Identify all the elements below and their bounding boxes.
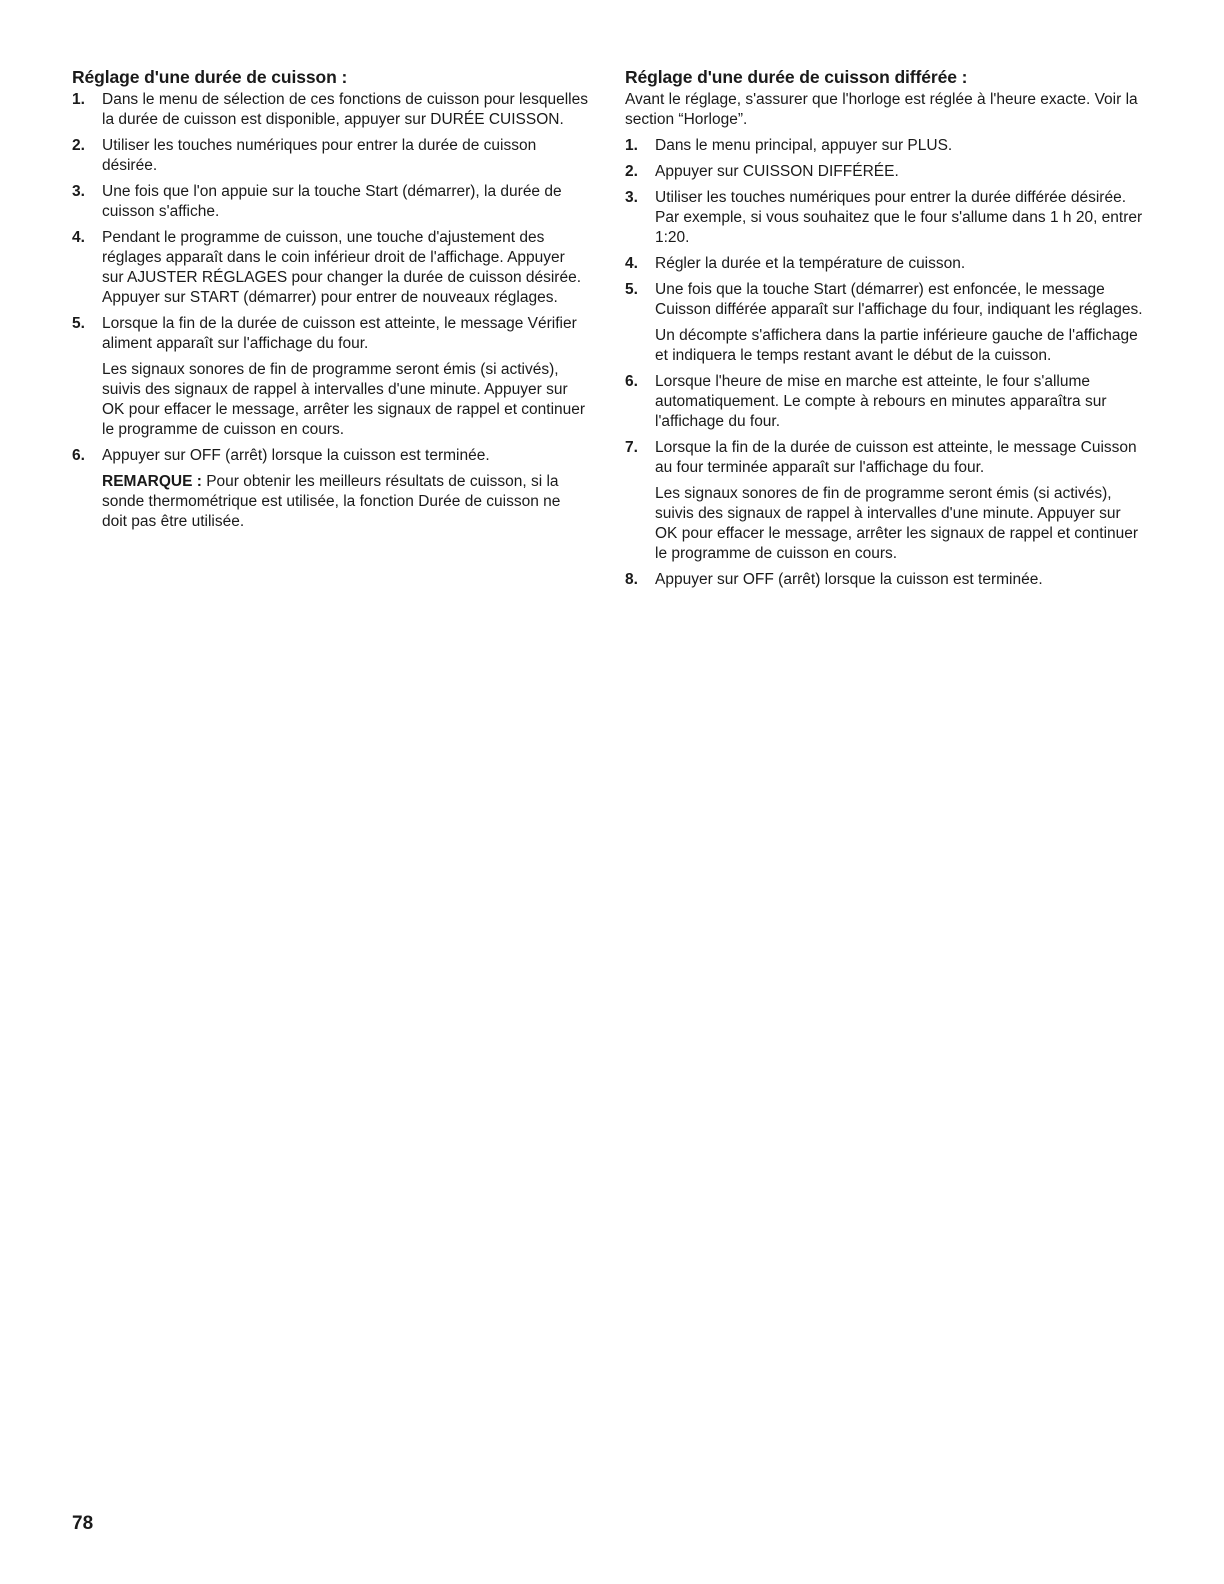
step-number: 6.: [625, 373, 638, 390]
list-item: [72, 446, 588, 532]
list-item: [625, 136, 1145, 156]
remark-label: REMARQUE :: [102, 473, 202, 490]
step-text: Lorsque l'heure de mise en marche est atteinte, le four s'allume automatiquement. Le compte à rebours en minutes apparaîtra sur l'affichage du four.: [655, 373, 1107, 430]
delayed-cook-steps: [625, 136, 1145, 590]
step-number: 3.: [72, 183, 85, 200]
step-text: Utiliser les touches numériques pour entrer la durée de cuisson désirée.: [102, 137, 537, 174]
step-subparagraph: Un décompte s'affichera dans la partie inférieure gauche de l'affichage et indiquera le temps restant avant le début de la cuisson.: [655, 327, 1138, 364]
step-number: 7.: [625, 439, 638, 456]
step-text: Appuyer sur OFF (arrêt) lorsque la cuisson est terminée.: [655, 571, 1043, 588]
step-number: 3.: [625, 189, 638, 206]
step-number: 2.: [625, 163, 638, 180]
list-item: [72, 90, 588, 130]
list-item: [625, 188, 1145, 248]
step-number: 4.: [72, 229, 85, 246]
section-heading-delayed-cook-time: Réglage d'une durée de cuisson différée :: [625, 67, 968, 87]
step-text: Régler la durée et la température de cuisson.: [655, 255, 966, 272]
step-text: Dans le menu de sélection de ces fonctions de cuisson pour lesquelles la durée de cuisson est disponible, appuyer sur DURÉE CUISSON.: [102, 91, 588, 128]
step-subparagraph: Les signaux sonores de fin de programme seront émis (si activés), suivis des signaux de rappel à intervalles d'une minute. Appuyer sur OK pour effacer le message, arrêter les signaux de rappel et continuer le programme de cuisson en cours.: [655, 485, 1139, 562]
step-subparagraph: Les signaux sonores de fin de programme seront émis (si activés), suivis des signaux de rappel à intervalles d'une minute. Appuyer sur OK pour effacer le message, arrêter les signaux de rappel et continuer le programme de cuisson en cours.: [102, 361, 586, 438]
list-item: [625, 372, 1145, 432]
step-text: Pendant le programme de cuisson, une touche d'ajustement des réglages apparaît dans le coin inférieur droit de l'affichage. Appuyer sur AJUSTER RÉGLAGES pour changer la durée de cuisson désirée. Appuyer sur START (démarrer) pour entrer de nouveaux réglages.: [102, 229, 582, 306]
right-column: [625, 66, 1145, 596]
step-text: Lorsque la fin de la durée de cuisson est atteinte, le message Vérifier aliment apparaît sur l'affichage du four.: [102, 315, 577, 352]
step-text: Appuyer sur OFF (arrêt) lorsque la cuisson est terminée.: [102, 447, 490, 464]
list-item: [72, 182, 588, 222]
list-item: [72, 314, 588, 440]
step-number: 5.: [625, 281, 638, 298]
list-item: [625, 438, 1145, 564]
list-item: [72, 136, 588, 176]
step-number: 2.: [72, 137, 85, 154]
page-number: 78: [72, 1513, 94, 1534]
section-heading-cook-time: Réglage d'une durée de cuisson :: [72, 67, 348, 87]
list-item: [625, 162, 1145, 182]
step-text: Utiliser les touches numériques pour entrer la durée différée désirée. Par exemple, si vous souhaitez que le four s'allume dans 1 h 20, entrer 1:20.: [655, 189, 1143, 246]
step-number: 8.: [625, 571, 638, 588]
step-text: Lorsque la fin de la durée de cuisson est atteinte, le message Cuisson au four terminée apparaît sur l'affichage du four.: [655, 439, 1137, 476]
list-item: [625, 280, 1145, 366]
step-text: Une fois que l'on appuie sur la touche Start (démarrer), la durée de cuisson s'affiche.: [102, 183, 562, 220]
step-number: 6.: [72, 447, 85, 464]
step-text: Une fois que la touche Start (démarrer) est enfoncée, le message Cuisson différée apparaît sur l'affichage du four, indiquant les réglages.: [655, 281, 1143, 318]
step-text: Appuyer sur CUISSON DIFFÉRÉE.: [655, 163, 899, 180]
remark-text: Pour obtenir les meilleurs résultats de cuisson, si la sonde thermométrique est utilisée, la fonction Durée de cuisson ne doit pas être utilisée.: [102, 473, 561, 530]
remark-note: [102, 472, 588, 532]
list-item: [625, 254, 1145, 274]
left-column: [72, 66, 588, 538]
step-number: 1.: [72, 91, 85, 108]
step-number: 1.: [625, 137, 638, 154]
list-item: [72, 228, 588, 308]
cook-time-steps: [72, 90, 588, 532]
step-number: 4.: [625, 255, 638, 272]
step-text: Dans le menu principal, appuyer sur PLUS.: [655, 137, 953, 154]
step-number: 5.: [72, 315, 85, 332]
list-item: [625, 570, 1145, 590]
section-intro: Avant le réglage, s'assurer que l'horloge est réglée à l'heure exacte. Voir la section “Horloge”.: [625, 91, 1138, 128]
